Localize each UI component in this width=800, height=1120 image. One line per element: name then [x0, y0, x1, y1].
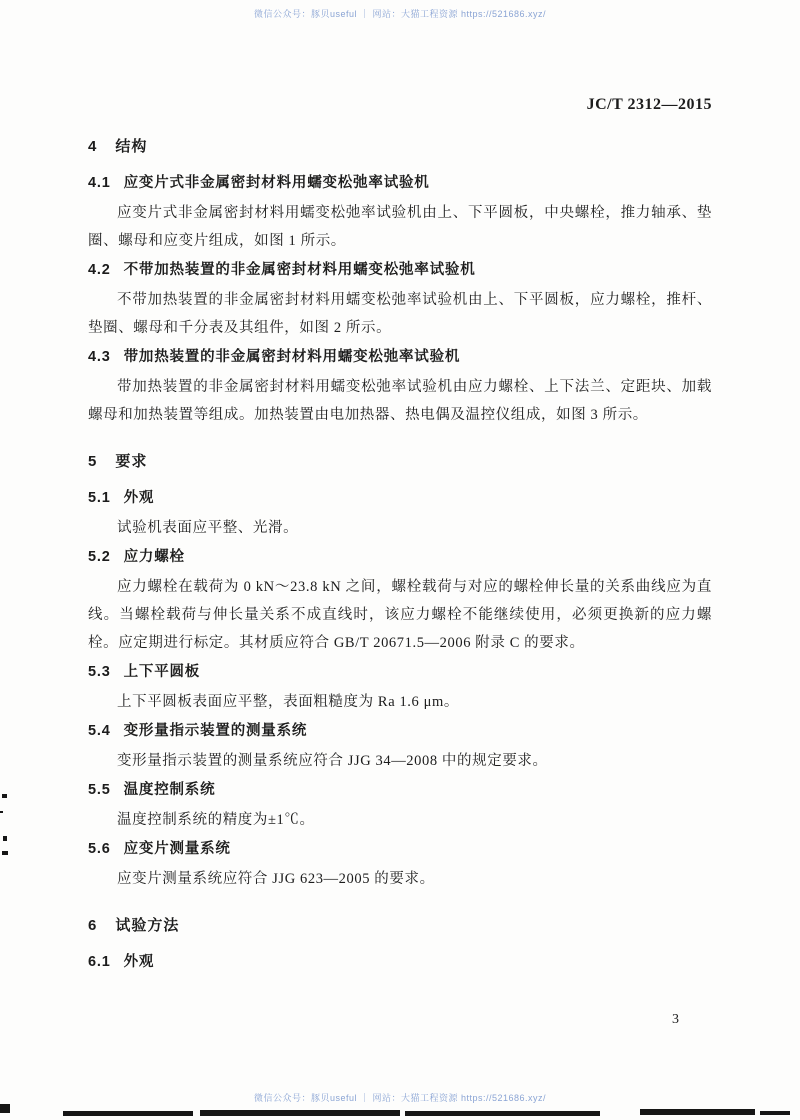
- paragraph-5-6: 应变片测量系统应符合 JJG 623—2005 的要求。: [117, 871, 435, 887]
- section-number: 5.6: [88, 841, 111, 857]
- section-number: 4.1: [88, 175, 111, 191]
- scan-band: [760, 1111, 790, 1115]
- section-title: 应变片式非金属密封材料用蠕变松弛率试验机: [123, 175, 430, 191]
- section-heading-4: [88, 138, 712, 156]
- standard-code: JC/T 2312—2015: [586, 96, 712, 113]
- section-title: 试验方法: [115, 917, 180, 934]
- section-title: 结构: [115, 138, 148, 155]
- paragraph-4-3: 带加热装置的非金属密封材料用蠕变松弛率试验机由应力螺栓、上下法兰、定距块、加载螺母和加热装置等组成。加热装置由电加热器、热电偶及温控仪组成，如图 3 所示。: [88, 379, 712, 423]
- watermark-bottom: 微信公众号：豚贝useful ｜ 网站：大猫工程资源 https://521686.xyz/: [253, 1093, 547, 1103]
- section-number: 5.3: [88, 664, 111, 680]
- section-title: 变形量指示装置的测量系统: [123, 723, 308, 739]
- section-title: 温度控制系统: [123, 782, 216, 798]
- section-number: 6: [88, 917, 98, 934]
- section-heading-6-1: [88, 953, 712, 971]
- section-heading-4-1: [88, 174, 712, 192]
- scan-speck: [0, 811, 3, 813]
- paragraph-5-4: 变形量指示装置的测量系统应符合 JJG 34—2008 中的规定要求。: [117, 753, 548, 769]
- paragraph-4-1: 应变片式非金属密封材料用蠕变松弛率试验机由上、下平圆板，中央螺栓，推力轴承、垫圈、螺母和应变片组成，如图 1 所示。: [88, 205, 712, 249]
- section-heading-4-2: [88, 261, 712, 279]
- section-title: 带加热装置的非金属密封材料用蠕变松弛率试验机: [123, 349, 461, 365]
- section-title: 应力螺栓: [123, 549, 185, 565]
- section-heading-4-3: [88, 348, 712, 366]
- section-heading-5-3: [88, 663, 712, 681]
- watermark-top: 微信公众号：豚贝useful ｜ 网站：大猫工程资源 https://521686.xyz/: [253, 9, 547, 19]
- scan-band: [200, 1110, 400, 1116]
- section-number: 4.3: [88, 349, 111, 365]
- section-heading-5-4: [88, 722, 712, 740]
- section-heading-5: [88, 453, 712, 471]
- paragraph-5-3: 上下平圆板表面应平整，表面粗糙度为 Ra 1.6 μm。: [117, 694, 459, 710]
- section-number: 5.1: [88, 490, 111, 506]
- scan-band: [640, 1109, 755, 1115]
- section-number: 5.2: [88, 549, 111, 565]
- section-heading-5-2: [88, 548, 712, 566]
- paragraph-4-2: 不带加热装置的非金属密封材料用蠕变松弛率试验机由上、下平圆板，应力螺栓，推杆、垫圈、螺母和千分表及其组件，如图 2 所示。: [88, 292, 712, 336]
- section-title: 不带加热装置的非金属密封材料用蠕变松弛率试验机: [123, 262, 476, 278]
- scan-band: [0, 1104, 10, 1113]
- section-number: 6.1: [88, 954, 111, 970]
- section-title: 应变片测量系统: [123, 841, 231, 857]
- section-title: 外观: [123, 490, 155, 506]
- paragraph-5-5: 温度控制系统的精度为±1℃。: [117, 812, 315, 828]
- scan-speck: [2, 794, 7, 798]
- scan-speck: [3, 836, 7, 841]
- paragraph-5-1: 试验机表面应平整、光滑。: [117, 520, 299, 536]
- section-heading-6: [88, 917, 712, 935]
- section-title: 外观: [123, 954, 155, 970]
- section-heading-5-6: [88, 840, 712, 858]
- page-number: 3: [672, 1012, 679, 1027]
- scan-band: [63, 1111, 193, 1116]
- section-heading-5-1: [88, 489, 712, 507]
- scan-speck: [2, 851, 8, 855]
- section-number: 4.2: [88, 262, 111, 278]
- section-heading-5-5: [88, 781, 712, 799]
- section-title: 要求: [115, 453, 148, 470]
- section-number: 5: [88, 453, 98, 470]
- section-title: 上下平圆板: [123, 664, 201, 680]
- section-number: 4: [88, 138, 98, 155]
- section-number: 5.5: [88, 782, 111, 798]
- scan-band: [405, 1111, 600, 1116]
- section-number: 5.4: [88, 723, 111, 739]
- paragraph-5-2: 应力螺栓在载荷为 0 kN～23.8 kN 之间，螺栓载荷与对应的螺栓伸长量的关系曲线应为直线。当螺栓载荷与伸长量关系不成直线时，该应力螺栓不能继续使用，必须更换新的应力螺栓。应定期进行标定。其材质应符合 GB/T 20671.5—2006 附录 C 的要求。: [88, 579, 712, 651]
